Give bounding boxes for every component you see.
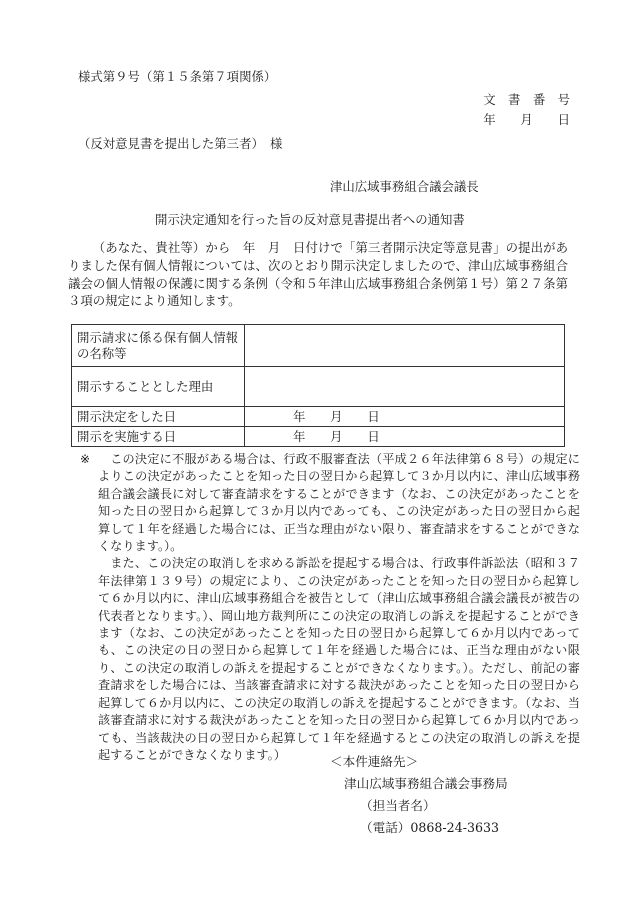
addressee: （反対意見書を提出した第三者） 様 xyxy=(78,136,283,151)
document-title: 開示決定通知を行った旨の反対意見書提出者への通知書 xyxy=(155,212,465,227)
table-row-label: 開示を実施する日 xyxy=(72,427,245,447)
table-row-value: 年 月 日 xyxy=(245,407,565,427)
disclosure-table xyxy=(71,324,565,447)
table-row-label: 開示請求に係る保有個人情報の名称等 xyxy=(72,325,245,367)
table-row xyxy=(72,367,565,407)
form-style-label: 様式第９号（第１５条第７項関係） xyxy=(78,69,277,84)
document-date-label: 年 月 日 xyxy=(483,112,570,127)
table-row xyxy=(72,427,565,447)
table-row-label: 開示決定をした日 xyxy=(72,407,245,427)
table-row-label: 開示することとした理由 xyxy=(72,367,245,407)
note-mark: ※ xyxy=(80,452,91,466)
contact-person: （担当者名） xyxy=(360,798,436,813)
note-1-text: この決定に不服がある場合は、行政不服審査法（平成２６年法律第６８号）の規定によりこの決定があったことを知った日の翌日から起算して３か月以内に、津山広域事務組合議会議長に対して審査請求をすることができます（なお、この決定があったことを知った日の翌日から起算して３か月以内であっても、この決定があった日の翌日から起算して１年を経過した場合には、正当な理由がない限り、審査請求をすることができなくなります。）。 xyxy=(98,452,580,554)
table-row xyxy=(72,407,565,427)
document-number-label: 文 書 番 号 xyxy=(483,92,570,107)
table-row-value xyxy=(245,325,565,367)
note-2-text: また、この決定の取消しを求める訴訟を提起する場合は、行政事件訴訟法（昭和３７年法律第１３９号）の規定により、この決定があったことを知った日の翌日から起算して６か月以内に、津山広域事務組合を被告として（津山広域事務組合議会議長が被告の代表者となります。）、岡山地方裁判所にこの決定の取消しの訴えを提起することができます（なお、この決定があったことを知った日の翌日から起算して６か月以内であっても、この決定の日の翌日から起算して１年を経過した場合には、正当な理由がない限り、この決定の取消しの訴えを提起することができなくなります。）。ただし、前記の審査請求をした場合には、当該審査請求に対する裁決があったことを知った日の翌日から起算して６か月以内に、この決定の取消しの訴えを提起することができます。（なお、当該審査請求に対する裁決があったことを知った日の翌日から起算して６か月以内であっても、当該裁決の日の翌日から起算して１年を経過するとこの決定の取消しの訴えを提起することができなくなります。） xyxy=(98,556,580,762)
table-row-value: 年 月 日 xyxy=(245,427,565,447)
note-2 xyxy=(70,555,580,764)
notes xyxy=(70,451,580,764)
note-1 xyxy=(70,451,580,555)
contact-heading: ＜本件連絡先＞ xyxy=(330,754,419,769)
body-text: （あなた、貴社等）から 年 月 日付けで「第三者開示決定等意見書」の提出がありました保有個人情報については、次のとおり開示決定しましたので、津山広域事務組合議会の個人情報の保護に関する条例（令和５年津山広域事務組合条例第１号）第２７条第３項の規定により通知します。 xyxy=(68,240,568,309)
contact-office: 津山広域事務組合議会事務局 xyxy=(344,776,508,791)
table-row-value xyxy=(245,367,565,407)
body-paragraph xyxy=(68,239,568,310)
issuer: 津山広域事務組合議会議長 xyxy=(330,179,479,194)
table-row xyxy=(72,325,565,367)
contact-phone: （電話）0868-24-3633 xyxy=(360,820,500,835)
contact-block xyxy=(330,751,508,839)
